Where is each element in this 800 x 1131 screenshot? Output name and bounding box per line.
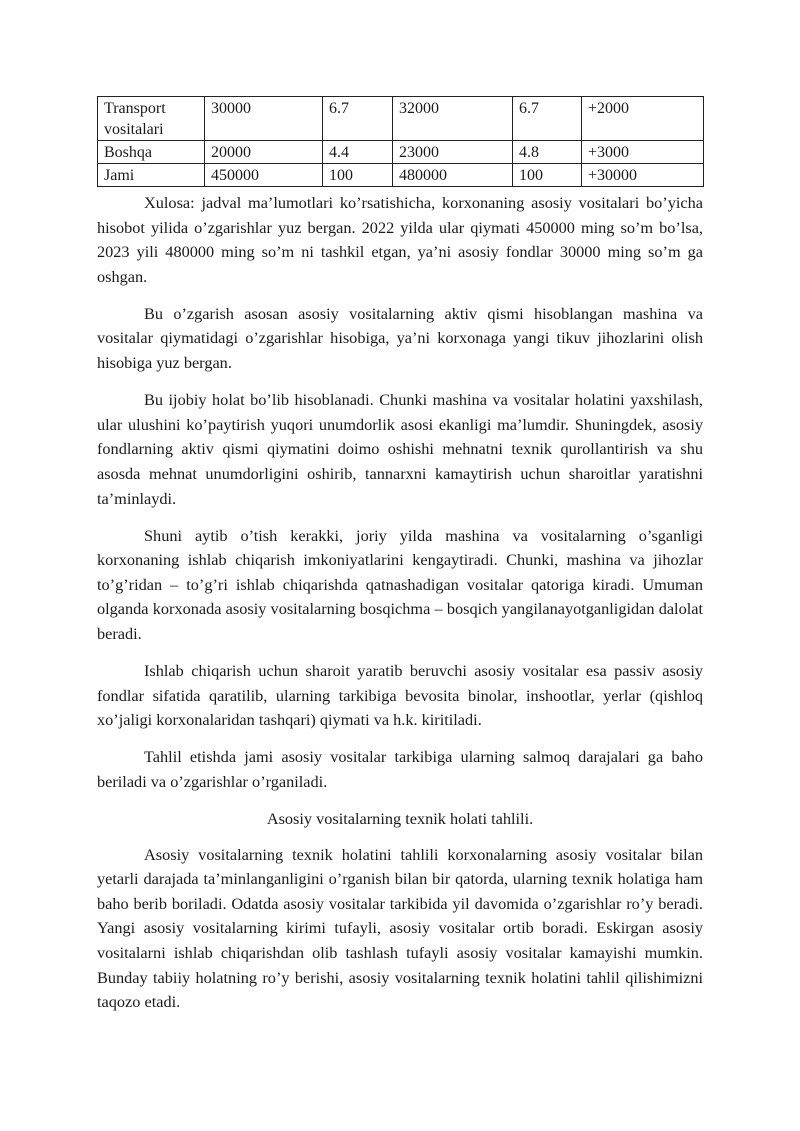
section-heading: Asosiy vositalarning texnik holati tahlili. <box>266 808 534 828</box>
paragraph: Bu o’zgarish asosan asosiy vositalarning aktiv qismi hisoblangan mashina va vositalar qiymatidagi o’zgarishlar hisobiga, ya’ni korxonaga yangi tikuv jihozlarini olish hisobiga yuz bergan. <box>97 303 703 373</box>
table-cell: 6.7 <box>513 97 582 141</box>
table-cell: 480000 <box>393 164 513 187</box>
table-cell: 450000 <box>205 164 323 187</box>
paragraph: Tahlil etishda jami asosiy vositalar tarkibiga ularning salmoq darajalari ga baho beriladi va o’zgarishlar o’rganiladi. <box>97 747 703 791</box>
document-page <box>97 96 703 1015</box>
table-row <box>98 141 704 164</box>
paragraph: Bu ijobiy holat bo’lib hisoblanadi. Chunki mashina va vositalar holatini yaxshilash, ular ulushini ko’paytirish yuqori unumdorlik asosi ekanligi ma’lumdir. Shuningdek, asosiy fondlarning aktiv qismi qiymatini doimo oshishi mehnatni texnik qurollantirish va shu asosda mehnat unumdorligini oshirib, tannarxni kamaytirish uchun sharoitlar yaratishni ta’minlaydi. <box>97 390 703 508</box>
table-cell: 100 <box>513 164 582 187</box>
paragraph: Ishlab chiqarish uchun sharoit yaratib beruvchi asosiy vositalar esa passiv asosiy fondlar sifatida qaratilib, ularning tarkibiga bevosita binolar, inshootlar, yerlar (qishloq xo’jaligi korxonalaridan tashqari) qiymati va h.k. kiritiladi. <box>97 661 703 730</box>
table-cell: Transport vositalari <box>98 97 205 141</box>
table-cell: Jami <box>98 164 205 187</box>
paragraph: Xulosa: jadval ma’lumotlari ko’rsatishicha, korxonaning asosiy vositalari bo’yicha hisobot yilida o’zgarishlar yuz bergan. 2022 yilda ular qiymati 450000 ming so’m bo’lsa, 2023 yili 480000 ming so’m ni tashkil etgan, ya’ni asosiy fondlar 30000 ming so’m ga oshgan. <box>97 193 703 286</box>
table-cell: 6.7 <box>323 97 393 141</box>
table-cell: 32000 <box>393 97 513 141</box>
table-cell: +2000 <box>582 97 704 141</box>
table-cell: +3000 <box>582 141 704 164</box>
table-cell: 100 <box>323 164 393 187</box>
fixed-assets-table <box>97 96 704 187</box>
table-row <box>98 164 704 187</box>
table-cell: 30000 <box>205 97 323 141</box>
table-row <box>98 97 704 141</box>
table-cell: Boshqa <box>98 141 205 164</box>
table-cell: 4.4 <box>323 141 393 164</box>
table-cell: 20000 <box>205 141 323 164</box>
table-cell: 23000 <box>393 141 513 164</box>
table-cell: 4.8 <box>513 141 582 164</box>
paragraph: Shuni aytib o’tish kerakki, joriy yilda mashina va vositalarning o’sganligi korxonaning ishlab chiqarish imkoniyatlarini kengaytiradi. Chunki, mashina va jihozlar to’g’ridan – to’g’ri ishlab chiqarishda qatnashadigan vositalar qatoriga kiradi. Umuman olganda korxonada asosiy vositalarning bosqichma – bosqich yangilanayotganligidan dalolat beradi. <box>97 525 703 643</box>
table-cell: +30000 <box>582 164 704 187</box>
paragraph: Asosiy vositalarning texnik holatini tahlili korxonalarning asosiy vositalar bilan yetarli darajada ta’minlanganligini o’rganish bilan bir qatorda, ularning texnik holatiga ham baho berib boriladi. Odatda asosiy vositalar tarkibida yil davomida o’zgarishlar ro’y beradi. Yangi asosiy vositalarning kirimi tufayli, asosiy vositalar ortib boradi. Eskirgan asosiy vositalarni ishlab chiqarishdan olib tashlash tufayli asosiy vositalar kamayishi mumkin. Bunday tabiiy holatning ro’y berishi, asosiy vositalarning texnik holatini tahlil qilishimizni taqozo etadi. <box>97 844 703 1012</box>
